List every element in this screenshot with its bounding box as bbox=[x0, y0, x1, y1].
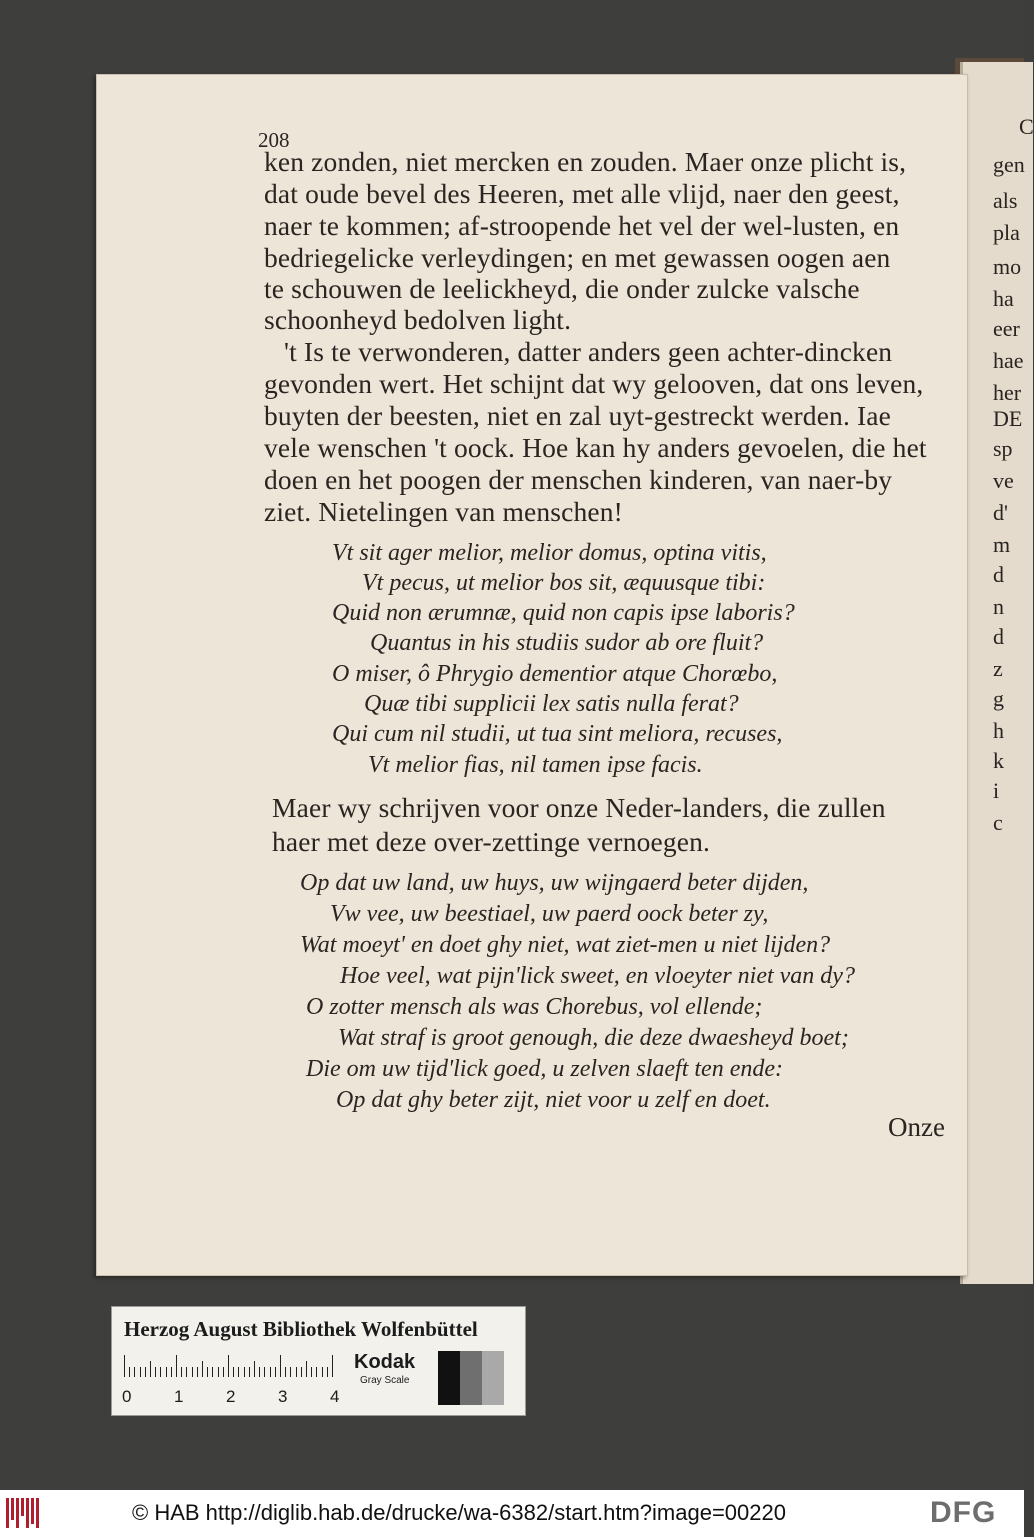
ruler-tick bbox=[280, 1355, 281, 1377]
adjacent-page-text-fragment: sp bbox=[993, 436, 1013, 461]
adjacent-page-text-fragment: als bbox=[993, 188, 1018, 213]
verse-line: Vt melior fias, nil tamen ipse facis. bbox=[368, 752, 703, 778]
gray-swatch bbox=[460, 1351, 482, 1405]
ruler-number: 0 bbox=[122, 1387, 132, 1406]
ruler-tick bbox=[129, 1367, 130, 1377]
adjacent-page-text-fragment: ve bbox=[993, 468, 1014, 493]
gray-scale-label: Gray Scale bbox=[360, 1375, 410, 1386]
adjacent-page-text-fragment: mo bbox=[993, 254, 1022, 279]
ruler-tick bbox=[332, 1355, 333, 1377]
book-page bbox=[96, 74, 968, 1276]
text-line: ziet. Nietelingen van menschen! bbox=[264, 496, 623, 527]
adjacent-page-text-fragment: eer bbox=[993, 316, 1020, 341]
ruler-tick bbox=[207, 1367, 208, 1377]
hab-logo-icon bbox=[6, 1498, 46, 1528]
adjacent-page-text-fragment: pla bbox=[993, 220, 1020, 245]
verse-line: Wat moeyt' en doet ghy niet, wat ziet-men u niet lijden? bbox=[300, 932, 831, 958]
text-line: naer te kommen; af-stroopende het vel der wel-lusten, en bbox=[264, 210, 900, 241]
ruler-number: 4 bbox=[330, 1387, 340, 1406]
ruler-tick bbox=[192, 1367, 193, 1377]
verse-line: Op dat ghy beter zijt, niet voor u zelf en doet. bbox=[336, 1087, 771, 1113]
ruler-tick bbox=[311, 1367, 312, 1377]
text-line: Maer wy schrijven voor onze Neder-landers, die zullen bbox=[272, 792, 886, 823]
adjacent-page-text-fragment: hae bbox=[993, 348, 1024, 373]
ruler-number: 1 bbox=[174, 1387, 184, 1406]
text-line: schoonheyd bedolven light. bbox=[264, 304, 572, 335]
ruler-tick bbox=[134, 1367, 135, 1377]
ruler-tick bbox=[270, 1367, 271, 1377]
ruler-tick bbox=[145, 1367, 146, 1377]
ruler-tick bbox=[259, 1367, 260, 1377]
logo-bar bbox=[16, 1498, 19, 1528]
verse-line: Vt pecus, ut melior bos sit, æquusque tibi: bbox=[362, 570, 766, 596]
adjacent-page-text-fragment: i bbox=[993, 778, 1000, 803]
verse-line: O zotter mensch als was Chorebus, vol ellende; bbox=[306, 994, 763, 1020]
ruler-tick bbox=[285, 1367, 286, 1377]
adjacent-page-text-fragment: d bbox=[993, 562, 1004, 587]
ruler-tick bbox=[275, 1367, 276, 1377]
ruler-tick bbox=[233, 1367, 234, 1377]
gray-swatches bbox=[438, 1351, 504, 1405]
logo-bar bbox=[11, 1498, 14, 1520]
ruler-tick bbox=[301, 1367, 302, 1377]
ruler-tick bbox=[306, 1361, 307, 1377]
adjacent-page-text-fragment: gen bbox=[993, 152, 1025, 177]
ruler-tick bbox=[296, 1367, 297, 1377]
logo-bar bbox=[31, 1498, 34, 1524]
ruler-tick bbox=[176, 1355, 177, 1377]
footer bbox=[0, 1490, 1024, 1537]
adjacent-page-text-fragment: z bbox=[993, 656, 1003, 681]
ruler-tick bbox=[124, 1355, 125, 1377]
adjacent-page-text-fragment: h bbox=[993, 718, 1004, 743]
ruler-tick bbox=[316, 1367, 317, 1377]
text-line: dat oude bevel des Heeren, met alle vlijd, naer den geest, bbox=[264, 178, 900, 209]
ruler-number: 3 bbox=[278, 1387, 288, 1406]
verse-line: Quantus in his studiis sudor ab ore fluit? bbox=[370, 630, 764, 656]
text-line: ken zonden, niet mercken en zouden. Maer onze plicht is, bbox=[264, 146, 907, 177]
ruler-tick bbox=[228, 1355, 229, 1377]
ruler-tick bbox=[140, 1367, 141, 1377]
ruler-tick bbox=[212, 1367, 213, 1377]
ruler-tick bbox=[155, 1367, 156, 1377]
text-line: vele wenschen 't oock. Hoe kan hy anders gevoelen, die het bbox=[264, 432, 927, 463]
verse-line: Wat straf is groot genough, die deze dwaesheyd boet; bbox=[338, 1025, 849, 1051]
ruler-tick bbox=[181, 1367, 182, 1377]
adjacent-page-text-fragment: m bbox=[993, 532, 1011, 557]
measurement-ruler bbox=[124, 1355, 342, 1377]
text-line: buyten der beesten, niet en zal uyt-gestreckt werden. Iae bbox=[264, 400, 892, 431]
text-line: bedriegelicke verleydingen; en met gewassen oogen aen bbox=[264, 242, 891, 273]
verse-line: Quæ tibi supplicii lex satis nulla ferat? bbox=[364, 691, 739, 717]
verse-line: Die om uw tijd'lick goed, u zelven slaeft ten ende: bbox=[306, 1056, 783, 1082]
logo-bar bbox=[21, 1498, 24, 1516]
dfg-logo: DFG bbox=[930, 1496, 997, 1529]
ruler-tick bbox=[238, 1367, 239, 1377]
ruler-tick bbox=[197, 1367, 198, 1377]
adjacent-page bbox=[960, 62, 1033, 1284]
text-line: haer met deze over-zettinge vernoegen. bbox=[272, 826, 711, 857]
ruler-tick bbox=[322, 1367, 323, 1377]
ruler-tick bbox=[186, 1367, 187, 1377]
adjacent-page-text-fragment: DE bbox=[993, 406, 1023, 431]
logo-bar bbox=[26, 1498, 29, 1528]
ruler-tick bbox=[290, 1367, 291, 1377]
footer-copyright[interactable]: © HAB http://diglib.hab.de/drucke/wa-6382/start.htm?image=00220 bbox=[132, 1500, 786, 1525]
adjacent-page-text-fragment: her bbox=[993, 380, 1022, 405]
adjacent-page-text-fragment: d bbox=[993, 624, 1004, 649]
library-name: Herzog August Bibliothek Wolfenbüttel bbox=[124, 1317, 478, 1341]
page-number: 208 bbox=[258, 128, 290, 152]
ruler-tick bbox=[166, 1367, 167, 1377]
verse-line: Op dat uw land, uw huys, uw wijngaerd beter dijden, bbox=[300, 870, 809, 896]
text-line: 't Is te verwonderen, datter anders geen achter-dincken bbox=[284, 336, 893, 367]
verse-line: O miser, ô Phrygio dementior atque Chorœbo, bbox=[332, 661, 778, 687]
gray-swatch bbox=[482, 1351, 504, 1405]
verse-line: Hoe veel, wat pijn'lick sweet, en vloeyter niet van dy? bbox=[340, 963, 855, 989]
adjacent-page-text-fragment: d' bbox=[993, 500, 1008, 525]
ruler-tick bbox=[264, 1367, 265, 1377]
text-line: te schouwen de leelickheyd, die onder zulcke valsche bbox=[264, 273, 860, 304]
adjacent-page-text-fragment: C bbox=[1019, 114, 1034, 139]
adjacent-page-text-fragment: k bbox=[993, 748, 1004, 773]
ruler-tick bbox=[327, 1367, 328, 1377]
kodak-logo: Kodak bbox=[354, 1351, 416, 1373]
ruler-tick bbox=[223, 1367, 224, 1377]
ruler-number: 2 bbox=[226, 1387, 236, 1406]
gray-swatch bbox=[438, 1351, 460, 1405]
verse-line: Vt sit ager melior, melior domus, optina vitis, bbox=[332, 540, 767, 566]
ruler-tick bbox=[160, 1367, 161, 1377]
adjacent-page-text-fragment: c bbox=[993, 810, 1003, 835]
adjacent-page-text-fragment: n bbox=[993, 594, 1004, 619]
text-line: doen en het poogen der menschen kinderen, van naer-by bbox=[264, 464, 893, 495]
ruler-tick bbox=[244, 1367, 245, 1377]
logo-bar bbox=[36, 1498, 39, 1528]
adjacent-page-text-fragment: ha bbox=[993, 286, 1014, 311]
text-line: gevonden wert. Het schijnt dat wy gelooven, dat ons leven, bbox=[264, 368, 924, 399]
adjacent-page-text-fragment: g bbox=[993, 686, 1004, 711]
ruler-tick bbox=[254, 1361, 255, 1377]
catchword: Onze bbox=[888, 1112, 945, 1142]
ruler-tick bbox=[150, 1361, 151, 1377]
color-calibration-chart bbox=[111, 1306, 526, 1416]
logo-bar bbox=[6, 1498, 9, 1528]
ruler-tick bbox=[249, 1367, 250, 1377]
verse-line: Vw vee, uw beestiael, uw paerd oock beter zy, bbox=[330, 901, 769, 927]
verse-line: Quid non ærumnæ, quid non capis ipse laboris? bbox=[332, 600, 795, 626]
ruler-tick bbox=[202, 1361, 203, 1377]
verse-line: Qui cum nil studii, ut tua sint meliora, recuses, bbox=[332, 721, 783, 747]
ruler-tick bbox=[218, 1367, 219, 1377]
ruler-tick bbox=[171, 1367, 172, 1377]
